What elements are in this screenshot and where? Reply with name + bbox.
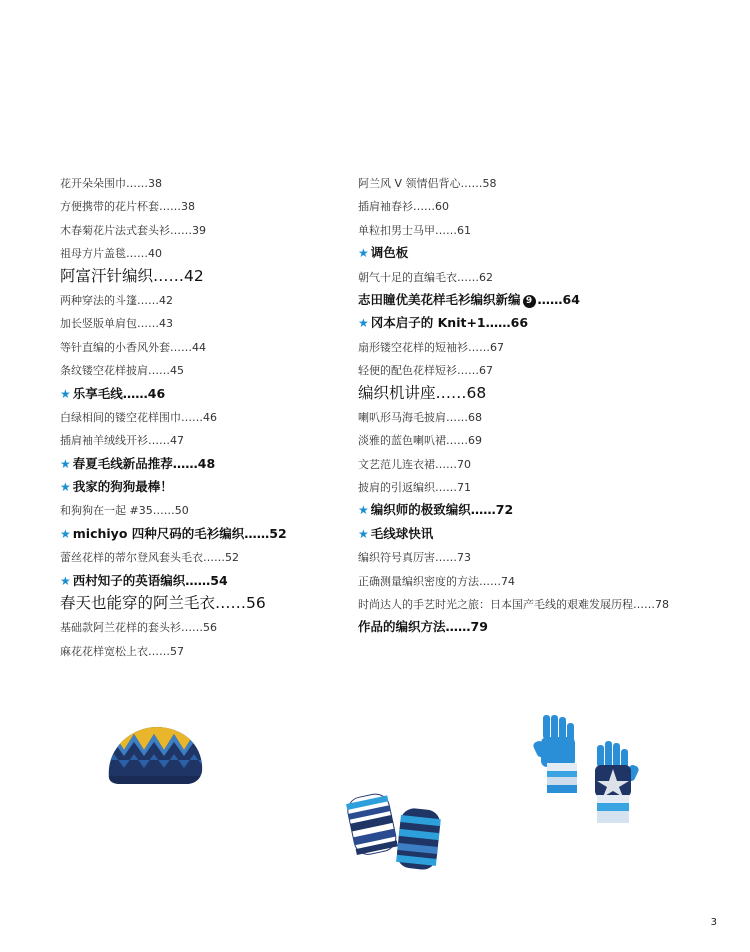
star-icon: ★: [60, 480, 71, 495]
toc-entry: [60, 244, 350, 267]
toc-entry: [358, 431, 738, 454]
toc-entry-text: 冈本启子的 Knit+1……66: [370, 315, 529, 331]
toc-entry-text: 扇形镂空花样的短袖衫……67: [358, 340, 504, 354]
toc-entry-text: 编织机讲座……68: [358, 383, 487, 402]
toc-entry-text: 单粒扣男士马甲……61: [358, 223, 471, 237]
toc-entry: [60, 572, 350, 595]
toc-entry-text: 阿兰风 V 领情侣背心……58: [358, 177, 497, 190]
star-icon: ★: [358, 316, 369, 331]
issue-number-badge: 9: [523, 295, 536, 308]
toc-entry-text: 春夏毛线新品推荐……48: [72, 455, 216, 471]
toc-entry: [60, 642, 350, 665]
toc-entry: [358, 595, 738, 618]
star-icon: ★: [60, 526, 71, 541]
toc-entry: [358, 525, 738, 548]
toc-entry: [358, 361, 738, 384]
toc-entry-text: 轻便的配色花样短衫……67: [358, 364, 493, 378]
toc-entry-text: 加长竖版单肩包……43: [60, 317, 173, 331]
toc-entry-text: 披肩的引返编织……71: [358, 481, 471, 495]
toc-entry: [60, 408, 350, 431]
toc-entry: [358, 408, 738, 431]
star-icon: ★: [358, 526, 369, 541]
toc-entry-text: 志田瞳优美花样毛衫编织新编: [358, 291, 521, 307]
toc-entry-text: 等针直编的小香风外套……44: [60, 340, 206, 354]
toc-entry: [358, 268, 738, 291]
knitted-beret-image: [104, 720, 206, 792]
toc-entry: [60, 291, 350, 314]
toc-entry-text: 喇叭形马海毛披肩……68: [358, 410, 482, 424]
star-icon: ★: [358, 503, 369, 518]
toc-entry-text: 蕾丝花样的蒂尔登风套头毛衣……52: [60, 551, 239, 565]
toc-entry-text: 插肩袖羊绒线开衫……47: [60, 434, 184, 448]
toc-entry-text: 阿富汗针编织……42: [60, 266, 204, 285]
toc-entry-text: 白绿相间的镂空花样围巾……46: [60, 410, 217, 424]
toc-entry-text: 我家的狗狗最棒！: [72, 479, 173, 495]
toc-entry: [60, 197, 350, 220]
toc-entry: [358, 501, 738, 524]
toc-entry: [60, 595, 350, 618]
toc-entry: [358, 572, 738, 595]
toc-left-column: [60, 174, 350, 665]
toc-entry-text: 时尚达人的手艺时光之旅：日本国产毛线的艰难发展历程……78: [358, 598, 669, 612]
toc-entry: [358, 314, 738, 337]
toc-entry: [60, 478, 350, 501]
toc-entry-text: 编织师的极致编织……72: [370, 502, 514, 518]
toc-entry: [60, 338, 350, 361]
toc-entry: [60, 501, 350, 524]
toc-entry-text: 编织符号真厉害……73: [358, 551, 471, 565]
page-number: 3: [710, 917, 717, 928]
toc-entry-text: 正确测量编织密度的方法……74: [358, 574, 515, 588]
toc-right-column: [358, 174, 738, 642]
toc-entry-text: 麻花花样宽松上衣……57: [60, 644, 184, 658]
star-icon: ★: [358, 246, 369, 261]
toc-entry: [358, 244, 738, 267]
toc-entry: [60, 221, 350, 244]
toc-entry: [60, 314, 350, 337]
toc-entry-text: 花开朵朵围巾……38: [60, 177, 162, 190]
toc-entry: [358, 291, 738, 314]
toc-entry-text: 朝气十足的直编毛衣……62: [358, 270, 493, 284]
toc-entry-text: 插肩袖春衫……60: [358, 200, 449, 214]
toc-entry-text: 基础款阿兰花样的套头衫……56: [60, 621, 217, 635]
toc-entry: [358, 548, 738, 571]
toc-entry-page: ……64: [537, 291, 580, 307]
toc-entry-text: 西村知子的英语编织……54: [72, 572, 228, 588]
knitted-mittens-image: [345, 785, 445, 877]
toc-entry-text: 条纹镂空花样披肩……45: [60, 364, 184, 378]
knitted-gloves-image: [533, 715, 643, 827]
toc-entry-text: 淡雅的蓝色喇叭裙……69: [358, 434, 482, 448]
toc-entry: [60, 174, 350, 197]
toc-entry: [358, 455, 738, 478]
toc-entry-text: 作品的编织方法……79: [358, 619, 488, 635]
toc-entry: [358, 221, 738, 244]
toc-entry: [358, 385, 738, 408]
toc-entry-text: 和狗狗在一起 #35……50: [60, 504, 189, 518]
toc-entry: [358, 174, 738, 197]
toc-entry: [60, 431, 350, 454]
toc-entry: [358, 197, 738, 220]
toc-entry: [358, 618, 738, 641]
toc-entry: [60, 385, 350, 408]
toc-entry-text: 木春菊花片法式套头衫……39: [60, 223, 206, 237]
toc-entry-text: 乐享毛线……46: [72, 385, 166, 401]
toc-entry: [60, 455, 350, 478]
toc-entry: [60, 618, 350, 641]
toc-entry: [358, 478, 738, 501]
toc-entry-text: 春天也能穿的阿兰毛衣……56: [60, 594, 266, 613]
toc-entry: [60, 525, 350, 548]
toc-entry: [60, 268, 350, 291]
toc-entry-text: 毛线球快讯: [370, 525, 434, 541]
toc-entry-text: michiyo 四种尺码的毛衫编织……52: [72, 525, 287, 541]
toc-entry-text: 文艺范儿连衣裙……70: [358, 457, 471, 471]
toc-entry: [60, 361, 350, 384]
toc-entry-text: 方便携带的花片杯套……38: [60, 200, 195, 214]
toc-entry-text: 祖母方片盖毯……40: [60, 247, 162, 261]
toc-entry-text: 调色板: [370, 245, 409, 261]
star-icon: ★: [60, 456, 71, 471]
star-icon: ★: [60, 573, 71, 588]
toc-entry: [358, 338, 738, 361]
toc-entry-text: 两种穿法的斗篷……42: [60, 293, 173, 307]
star-icon: ★: [60, 386, 71, 401]
toc-entry: [60, 548, 350, 571]
